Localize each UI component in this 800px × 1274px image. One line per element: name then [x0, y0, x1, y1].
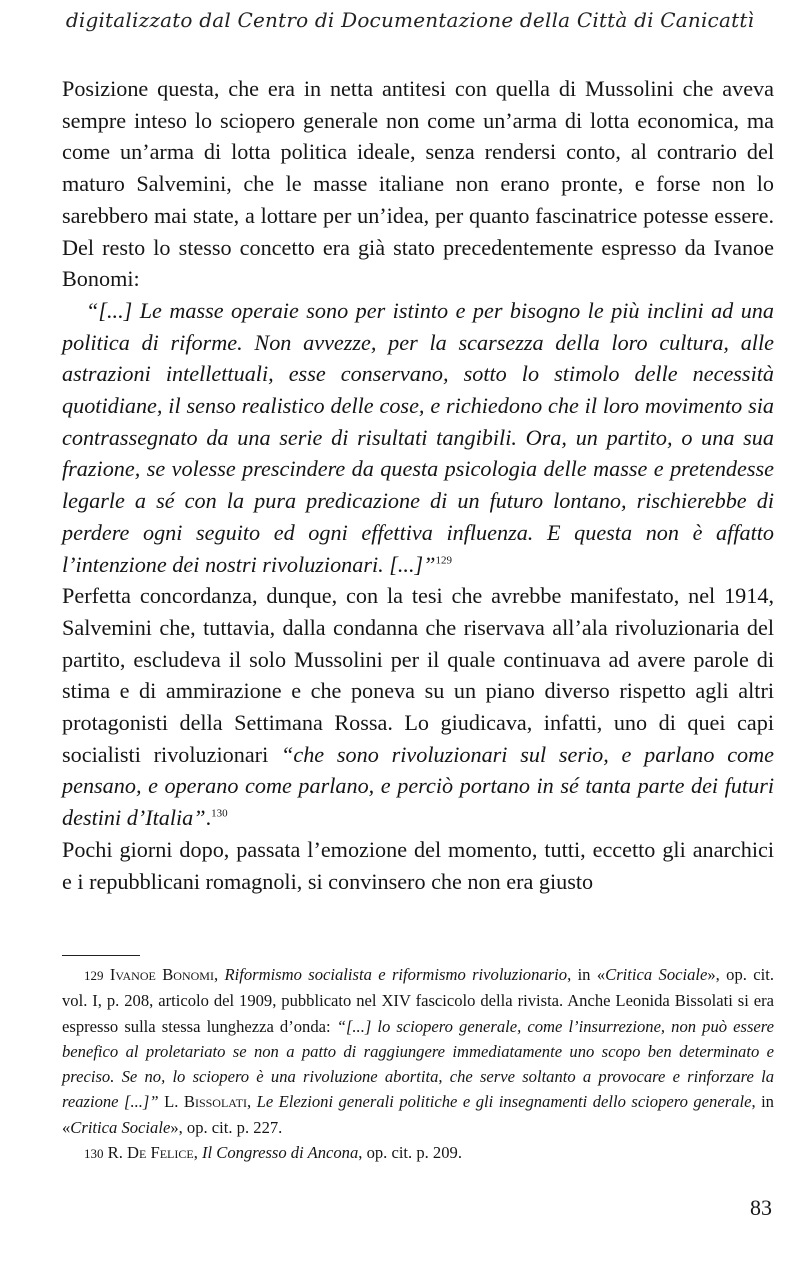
main-text: [62, 73, 774, 897]
fn129-title2: Le Elezioni generali politiche e gli insegnamenti dello sciopero generale: [256, 1092, 752, 1112]
fn129-bissolati-quote: “[...] lo sciopero generale, come l’insurrezione, non può essere benefico al proletariato se non a patto di raggiungere immediatamente uno scopo ben determinato e preciso. Se no, lo sciopero è una rivoluzione abortita, che serve soltanto a provocare e rinforzare la reazione [...]”: [62, 1016, 775, 1112]
footnote-ref-130[interactable]: 130: [211, 807, 228, 820]
paragraph-1: [62, 73, 774, 295]
fn129-author2: Bissolati: [183, 1092, 247, 1112]
fn129-journal: Critica Sociale: [605, 965, 708, 984]
fn129-journal2: Critica Sociale: [70, 1117, 171, 1137]
fn129-mid4: ,: [246, 1092, 257, 1112]
fn129-mid2: », op. cit. vol. I, p. 208, articolo del 1909, pubblicato nel XIV fascicolo della rivista. Anche Leonida Bissolati si era espresso sulla stessa lunghezza d’onda:: [62, 965, 775, 1036]
footnote-ref-129[interactable]: 129: [435, 554, 453, 567]
footnote-129-title: Riformismo socialista e riformismo rivoluzionario: [224, 965, 568, 984]
paragraph-1-text: Posizione questa, che era in netta antitesi con quella di Mussolini che aveva sempre inteso lo sciopero generale non come un’arma di lotta economica, ma come un’arma di lotta politica ideale, senza rendersi conto, al contrario del maturo Salvemini, che le masse italiane non erano pronte, e forse non lo sarebbero mai state, a lottare per un’idea, per quanto fascinatrice potesse essere. Del resto lo stesso concetto era già stato precedentemente espresso da Ivanoe Bonomi:: [62, 76, 774, 292]
paragraph-2: [62, 580, 774, 834]
footnote-129: [62, 962, 774, 1140]
paragraph-2-text: Perfetta concordanza, dunque, con la tesi che avrebbe manifestato, nel 1914, Salvemini che, tuttavia, dalla condanna che riservava all’ala rivoluzionaria del partito, escludeva il solo Mussolini per il quale continuava ad avere parole di stima e di ammirazione e che poneva su un piano diverso rispetto agli altri protagonisti della Settimana Rossa. Lo giudicava, infatti, uno di quei capi socialisti rivoluzionari: [62, 583, 774, 767]
fn129-end: », op. cit. p. 227.: [170, 1117, 283, 1137]
salvemini-quote: “che sono rivoluzionari sul serio, e parlano come pensano, e operano come parlano, e perciò portano in sé tanta parte dei futuri destini d’Italia”: [62, 741, 775, 831]
footnotes: [62, 962, 774, 1166]
paragraph-3-text: Pochi giorni dopo, passata l’emozione del momento, tutti, eccetto gli anarchici e i repubblicani romagnoli, si convinsero che non era giusto: [62, 836, 774, 894]
footnote-130-number: 130: [84, 1146, 104, 1162]
fn130-end: , op. cit. p. 209.: [358, 1143, 462, 1163]
bonomi-quote: [62, 295, 774, 580]
fn129-mid1: , in «: [567, 965, 606, 984]
footnote-129-number: 129: [84, 968, 104, 983]
paragraph-2-end: .: [205, 805, 212, 831]
bonomi-quote-text: “[...] Le masse operaie sono per istinto e per bisogno le più inclini ad una politica di riforme. Non avvezze, per la scarsezza della loro cultura, alle astrazioni intellettuali, esse conservano, sotto lo stimolo delle necessità quotidiane, il senso realistico delle cose, e richiedono che il loro movimento sia contrassegnato da una serie di risultati tangibili. Ora, un partito, o una sua frazione, se volesse prescindere da questa psicologia delle masse e pretendesse legarle a sé con la pura predicazione di un futuro lontano, rischierebbe di perdere ogni seguito ed ogni effettiva influenza. E questa non è affatto l’intenzione dei nostri rivoluzionari. [...]”: [62, 297, 774, 577]
fn130-mid: ,: [193, 1143, 202, 1163]
page-number: 83: [750, 1195, 772, 1220]
footnote-130-author: R. De Felice: [107, 1143, 194, 1163]
paragraph-3: [62, 834, 774, 897]
footnote-130-title: Il Congresso di Ancona: [202, 1143, 359, 1163]
footnote-divider: [62, 955, 140, 956]
digitization-header: digitalizzato dal Centro di Documentazione della Città di Canicattì: [65, 8, 755, 32]
fn129-mid5: , in «: [62, 1092, 774, 1137]
sep: ,: [213, 965, 225, 984]
footnote-129-author: Ivanoe Bonomi: [109, 965, 214, 984]
fn129-mid3: L.: [158, 1092, 184, 1112]
footnote-130: [62, 1140, 774, 1166]
